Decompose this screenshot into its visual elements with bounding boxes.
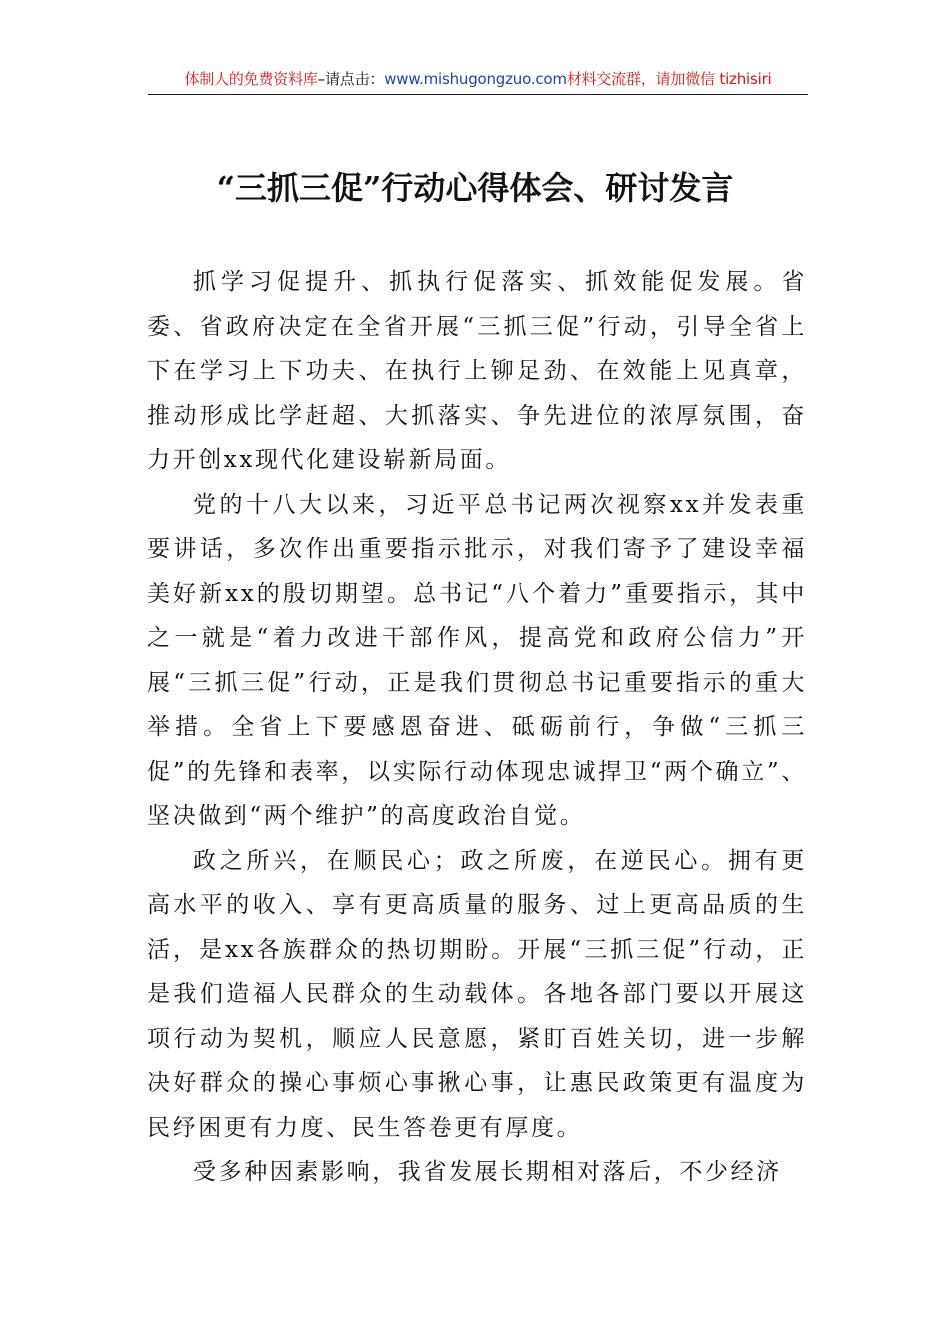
paragraph-3: 政之所兴，在顺民心；政之所废，在逆民心。拥有更高水平的收入、享有更高质量的服务、过上更高品质的生活，是xx各族群众的热切期盼。开展“三抓三促”行动，正是我们造福人民群众的生动载体。各地各部门要以开展这项行动为契机，顺应人民意愿，紧盯百姓关切，进一步解决好群众的操心事烦心事揪心事，让惠民政策更有温度为民纾困更有力度、民生答卷更有厚度。 bbox=[147, 847, 807, 1141]
header-contact: 材料交流群，请加微信 tizhisiri bbox=[566, 70, 772, 88]
document-title: “三抓三促”行动心得体会、研讨发言 bbox=[216, 169, 734, 207]
paragraph-2: 党的十八大以来，习近平总书记两次视察xx并发表重要讲话，多次作出重要指示批示，对我们寄予了建设幸福美好新xx的殷切期望。总书记“八个着力”重要指示，其中之一就是“着力改进干部作风，提高党和政府公信力”开展“三抓三促”行动，正是我们贯彻总书记重要指示的重大举措。全省上下要感恩奋进、砥砺前行，争做“三抓三促”的先锋和表率，以实际行动体现忠诚捍卫“两个确立”、坚决做到“两个维护”的高度政治自觉。 bbox=[147, 491, 807, 829]
header-url-link[interactable]: www.mishugongzuo.com bbox=[384, 70, 567, 88]
paragraph-1: 抓学习促提升、抓执行促落实、抓效能促发展。省委、省政府决定在全省开展“三抓三促”行动，引导全省上下在学习上下功夫、在执行上铆足劲、在效能上见真章，推动形成比学赶超、大抓落实、争先进位的浓厚氛围，奋力开创xx现代化建设崭新局面。 bbox=[147, 269, 807, 473]
document-body bbox=[147, 260, 807, 1195]
page-header bbox=[148, 66, 808, 95]
paragraph-4: 受多种因素影响，我省发展长期相对落后，不少经济 bbox=[193, 1159, 782, 1185]
header-brand: 体制人的免费资料库 bbox=[184, 70, 318, 88]
header-prompt: –请点击： bbox=[317, 70, 385, 88]
